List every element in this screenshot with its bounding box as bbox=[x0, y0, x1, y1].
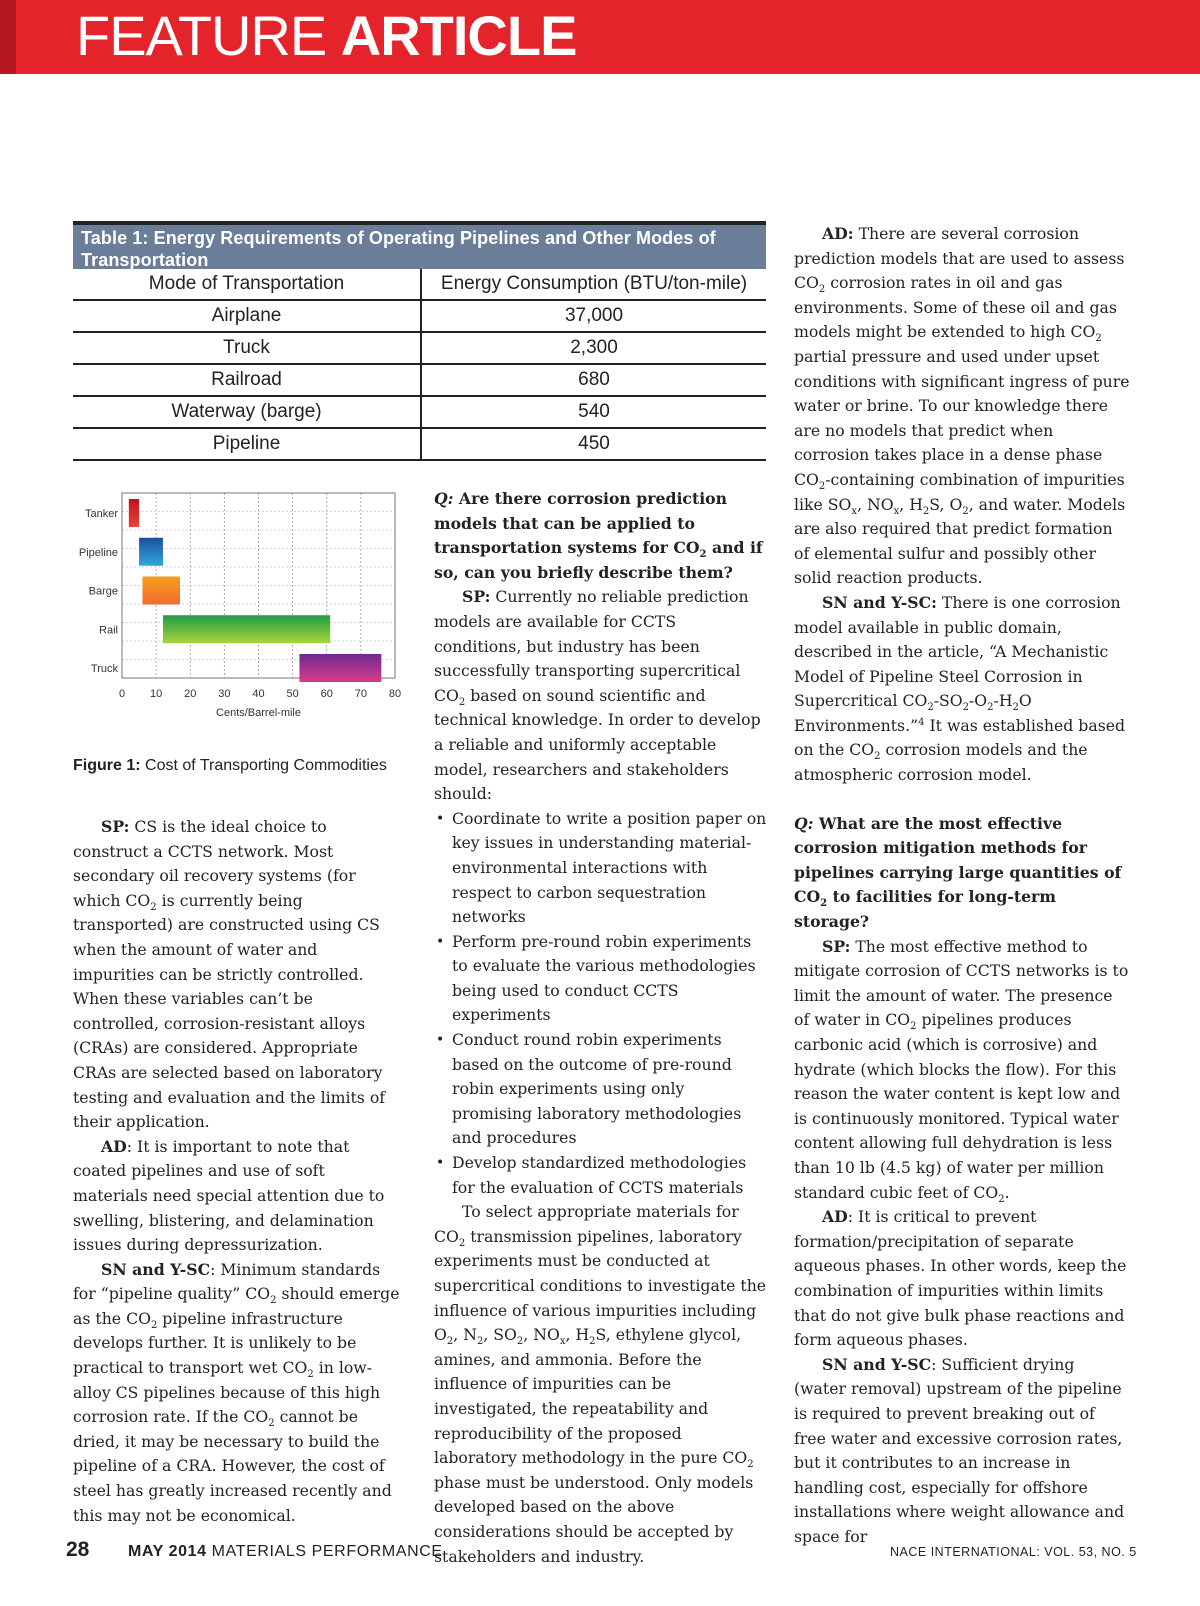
y-category-label: Rail bbox=[99, 624, 118, 637]
list-item: • Develop standardized methodologies for the evaluation of CCTS materials bbox=[434, 1151, 767, 1200]
paragraph: SN and Y-SC: Minimum standards for “pipeline quality” $CO_2$ should emerge as the $CO_2$ pipeline infrastructure develops further. It is unlikely to be practical to transport wet $CO_2$ in low-alloy CS pipelines because of this high corrosion rate. If the $CO_2$ cannot be dried, it may be necessary to build the pipeline of a CRA. However, the cost of steel has greatly increased recently and this may not be economical. bbox=[73, 1259, 400, 1525]
paragraph: To select appropriate materials for $CO_2$ transmission pipelines, laboratory experiments must be conducted at supercritical conditions to investigate the influence of various impurities including $O_2$, $N_2$, $SO_2$, $NO_x$, $H_2S$, ethylene glycol, amines, and ammonia. Before the influence of impurities can be investigated, the repeatability and reproducibility of the proposed laboratory methodology in the pure $CO_2$ phase must be understood. Only models developed based on the above considerations should be accepted by stakeholders and industry. bbox=[434, 1202, 767, 1566]
table-row bbox=[73, 300, 766, 332]
cost-chart bbox=[66, 485, 426, 745]
table-cell: 680 bbox=[421, 364, 766, 396]
column-2-text bbox=[434, 487, 767, 1569]
table-caption: Table 1: Energy Requirements of Operating Pipelines and Other Modes of Transportation bbox=[73, 225, 766, 269]
section-title bbox=[76, 6, 576, 66]
y-category-label: Tanker bbox=[84, 508, 118, 520]
table-row bbox=[73, 332, 766, 364]
x-tick-label: 30 bbox=[218, 688, 231, 700]
table-row bbox=[73, 364, 766, 396]
table-cell: 37,000 bbox=[421, 300, 766, 332]
x-tick-label: 80 bbox=[388, 688, 402, 700]
figure-label: Figure 1: bbox=[73, 757, 141, 774]
table-row bbox=[73, 396, 766, 428]
table-row bbox=[73, 428, 766, 460]
table-cell: Truck bbox=[73, 332, 421, 364]
table-cell: 450 bbox=[421, 428, 766, 460]
y-category-label: Barge bbox=[88, 585, 118, 598]
list-item: • Perform pre-round robin experiments to evaluate the various methodologies being used to conduct CCTS experiments bbox=[434, 930, 767, 1028]
y-category-label: Truck bbox=[90, 663, 118, 675]
bar-barge bbox=[142, 577, 180, 605]
paragraph: SN and Y-SC: There is one corrosion model available in public domain, described in the article, “A Mechanistic Model of Pipeline Steel Corrosion in Supercritical $CO_2-SO_2-O_2-H_2O$ Environments.”$^4$ It was established based on the $CO_2$ corrosion models and the atmospheric corrosion model. bbox=[794, 592, 1126, 785]
column-1-text bbox=[73, 815, 403, 1528]
section-title-bold: ARTICLE bbox=[340, 4, 577, 67]
table-cell: 540 bbox=[421, 396, 766, 428]
bar-rail bbox=[163, 615, 330, 643]
x-tick-label: 50 bbox=[286, 688, 299, 700]
column-header: Mode of Transportation bbox=[73, 269, 421, 300]
footer-publication bbox=[128, 1543, 443, 1561]
banner-edge-accent bbox=[0, 0, 16, 74]
x-tick-label: 60 bbox=[320, 688, 333, 700]
question: Q: Are there corrosion prediction models that can be applied to transportation systems for $CO_2$ and if so, can you briefly describe them? bbox=[434, 489, 763, 582]
paragraph: AD: It is important to note that coated pipelines and use of soft materials need special attention due to swelling, blistering, and delamination issues during depressurization. bbox=[73, 1136, 385, 1255]
question: Q: What are the most effective corrosion mitigation methods for pipelines carrying large quantities of $CO_2$ to facilities for long-term storage? bbox=[794, 813, 1122, 932]
y-category-label: Pipeline bbox=[78, 546, 118, 559]
section-title-light: FEATURE bbox=[76, 4, 341, 67]
bullet-list bbox=[434, 807, 767, 1201]
footer-volume: NACE INTERNATIONAL: VOL. 53, NO. 5 bbox=[890, 1545, 1137, 1559]
x-tick-label: 10 bbox=[150, 688, 163, 700]
table-1 bbox=[73, 221, 766, 461]
bar-pipeline bbox=[139, 538, 163, 566]
x-axis-label: Cents/Barrel-mile bbox=[216, 707, 301, 719]
column-header: Energy Consumption (BTU/ton-mile) bbox=[421, 269, 766, 300]
x-tick-label: 70 bbox=[354, 688, 367, 700]
table-cell: Railroad bbox=[73, 364, 421, 396]
header-banner bbox=[0, 0, 1200, 74]
paragraph: SP: The most effective method to mitigate corrosion of CCTS networks is to limit the amount of water. The presence of water in $CO_2$ pipelines produces carbonic acid (which is corrosive) and hydrate (which blocks the flow). For this reason the water content is kept low and is continuously monitored. Typical water content allowing full dehydration is less than 10 lb (4.5 kg) of water per million standard cubic feet of $CO_2$. bbox=[794, 936, 1129, 1205]
table-cell: Pipeline bbox=[73, 428, 421, 460]
table-header-row bbox=[73, 269, 766, 300]
column-3-text bbox=[794, 222, 1130, 1549]
bar-tanker bbox=[129, 499, 139, 527]
figure-caption-text: Cost of Transporting Commodities bbox=[140, 757, 387, 774]
table-cell: Waterway (barge) bbox=[73, 396, 421, 428]
list-item: • Coordinate to write a position paper on key issues in understanding material-environmental interactions with respect to carbon sequestration networks bbox=[434, 807, 767, 930]
x-tick-label: 0 bbox=[118, 688, 126, 700]
paragraph-gap bbox=[794, 788, 1130, 812]
paragraph: SP: Currently no reliable prediction models are available for CCTS conditions, but industry has been successfully transporting supercritical $CO_2$ based on sound scientific and technical knowledge. In order to develop a reliable and uniformly acceptable model, researchers and stakeholders should: bbox=[434, 587, 761, 804]
bar-truck bbox=[299, 654, 381, 682]
figure-caption bbox=[73, 757, 387, 775]
footer-issue: MAY 2014 bbox=[128, 1543, 207, 1560]
paragraph: SN and Y-SC: Sufficient drying (water removal) upstream of the pipeline is required to prevent breaking out of free water and excessive corrosion rates, but it contributes to an increase in handling cost, especially for offshore installations where weight allowance and space for bbox=[794, 1354, 1125, 1546]
x-tick-label: 40 bbox=[252, 688, 265, 700]
list-item: • Conduct round robin experiments based on the outcome of pre-round robin experiments using only promising laboratory methodologies and procedures bbox=[434, 1028, 767, 1151]
energy-table bbox=[73, 269, 766, 461]
paragraph: AD: It is critical to prevent formation/precipitation of separate aqueous phases. In other words, keep the combination of impurities within limits that do not give bulk phase reactions and form aqueous phases. bbox=[794, 1207, 1127, 1350]
paragraph: AD: There are several corrosion prediction models that are used to assess $CO_2$ corrosion rates in oil and gas environments. Some of these oil and gas models might be extended to high $CO_2$ partial pressure and used under upset conditions with significant ingress of pure water or brine. To our knowledge there are no models that predict when corrosion takes place in a dense phase $CO_2$-containing combination of impurities like $SO_x$, $NO_x$, $H_2S$, $O_2$, and water. Models are also required that predict formation of elemental sulfur and possibly other solid reaction products. bbox=[794, 224, 1130, 588]
paragraph: SP: CS is the ideal choice to construct a CCTS network. Most secondary oil recovery systems (for which $CO_2$ is currently being transported) are constructed using CS when the amount of water and impurities can be strictly controlled. When these variables can’t be controlled, corrosion-resistant alloys (CRAs) are considered. Appropriate CRAs are selected based on laboratory testing and evaluation and the limits of their application. bbox=[73, 817, 386, 1132]
page-number: 28 bbox=[66, 1538, 90, 1561]
table-cell: Airplane bbox=[73, 300, 421, 332]
x-tick-label: 20 bbox=[184, 688, 197, 700]
table-cell: 2,300 bbox=[421, 332, 766, 364]
footer-magazine: MATERIALS PERFORMANCE bbox=[206, 1543, 443, 1560]
